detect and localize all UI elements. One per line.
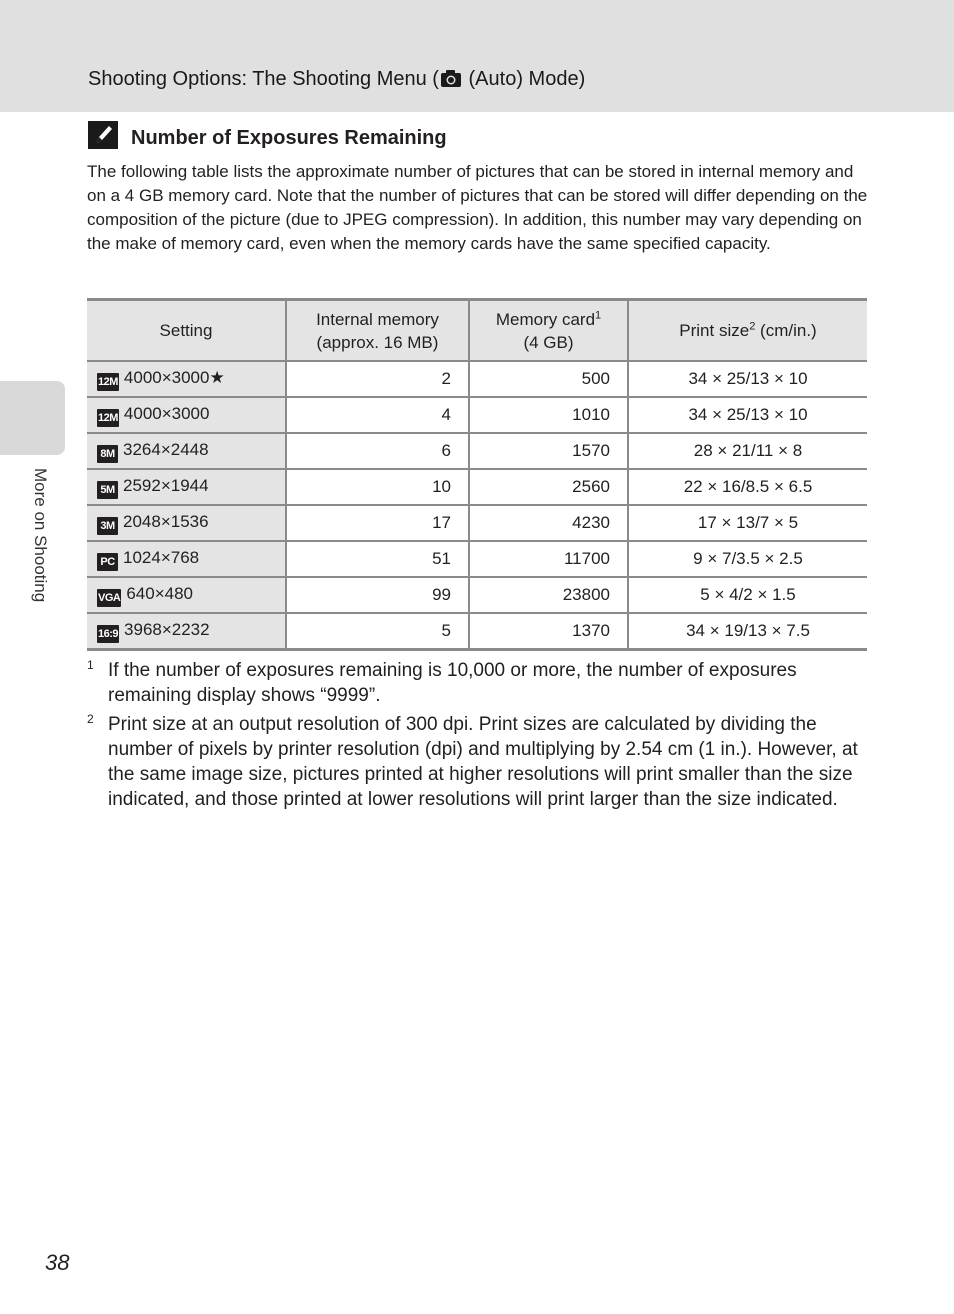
setting-cell: 3M 2048×1536 [87,505,286,541]
internal-memory-cell: 2 [286,361,469,397]
setting-cell: 12M 4000×3000★ [87,361,286,397]
table-row [87,577,867,613]
table-row [87,433,867,469]
table-row [87,613,867,650]
image-mode-icon: 12M [97,409,119,427]
internal-memory-cell: 6 [286,433,469,469]
header-internal-memory: Internal memory (approx. 16 MB) [286,300,469,362]
footnote-2 [87,712,867,812]
setting-cell: 12M 4000×3000 [87,397,286,433]
table-row [87,541,867,577]
print-size-cell: 9 × 7/3.5 × 2.5 [628,541,867,577]
image-mode-icon: 8M [97,445,118,463]
chapter-tab [0,381,65,455]
table-row [87,469,867,505]
memory-card-cell: 23800 [469,577,628,613]
footnote-mark: 1 [87,658,94,672]
print-size-cell: 34 × 19/13 × 7.5 [628,613,867,650]
memory-card-cell: 2560 [469,469,628,505]
table-row [87,505,867,541]
setting-cell: 5M 2592×1944 [87,469,286,505]
table-row [87,397,867,433]
header-title: Shooting Options: The Shooting Menu ( (Auto) Mode) [88,64,585,97]
footnote-text: Print size at an output resolution of 300 dpi. Print sizes are calculated by dividing the number of pixels by printer resolution (dpi) and multiplying by 2.54 cm (1 in.). However, at the same image size, pictures printed at higher resolutions will print smaller than the size indicated, and those printed at lower resolutions will print larger than the size indicated. [108,714,858,810]
header-memory-card: Memory card$^1$ (4 GB) [469,300,628,362]
image-mode-icon: 3M [97,517,118,535]
note-pencil-icon [88,121,118,149]
internal-memory-cell: 10 [286,469,469,505]
memory-card-cell: 1010 [469,397,628,433]
footnote-text: If the number of exposures remaining is 10,000 or more, the number of exposures remaining display shows “9999”. [108,660,797,706]
internal-memory-cell: 17 [286,505,469,541]
exposures-table [87,298,867,651]
print-size-cell: 17 × 13/7 × 5 [628,505,867,541]
memory-card-cell: 1570 [469,433,628,469]
footnote-mark: 2 [87,712,94,726]
print-size-cell: 22 × 16/8.5 × 6.5 [628,469,867,505]
header-setting: Setting [87,300,286,362]
footnote-1 [87,658,867,708]
image-mode-icon: 16:9 [97,625,119,643]
internal-memory-cell: 4 [286,397,469,433]
setting-cell: 16:9 3968×2232 [87,613,286,650]
section-title: Number of Exposures Remaining [131,127,447,149]
chapter-tab-label: More on Shooting [31,468,50,603]
page-header [0,0,954,112]
page-number: 38 [45,1250,70,1275]
image-mode-icon: VGA [97,589,121,607]
print-size-cell: 34 × 25/13 × 10 [628,361,867,397]
memory-card-cell: 4230 [469,505,628,541]
image-mode-icon: 5M [97,481,118,499]
print-size-cell: 5 × 4/2 × 1.5 [628,577,867,613]
table-row [87,361,867,397]
header-print-size: Print size$^2$ (cm/in.) [628,300,867,362]
table-header-row [87,300,867,362]
memory-card-cell: 11700 [469,541,628,577]
setting-cell: 8M 3264×2448 [87,433,286,469]
memory-card-cell: 500 [469,361,628,397]
camera-icon [440,67,462,97]
image-mode-icon: 12M [97,373,119,391]
print-size-cell: 28 × 21/11 × 8 [628,433,867,469]
internal-memory-cell: 5 [286,613,469,650]
setting-cell: PC 1024×768 [87,541,286,577]
setting-cell: VGA 640×480 [87,577,286,613]
intro-paragraph: The following table lists the approximate number of pictures that can be stored in internal memory and on a 4 GB memory card. Note that the number of pictures that can be stored will differ depending on the composition of the picture (due to JPEG compression). In addition, this number may vary depending on the make of memory card, even when the memory cards have the same specified capacity. [87,162,868,253]
image-mode-icon: PC [97,553,118,571]
memory-card-cell: 1370 [469,613,628,650]
print-size-cell: 34 × 25/13 × 10 [628,397,867,433]
internal-memory-cell: 51 [286,541,469,577]
internal-memory-cell: 99 [286,577,469,613]
